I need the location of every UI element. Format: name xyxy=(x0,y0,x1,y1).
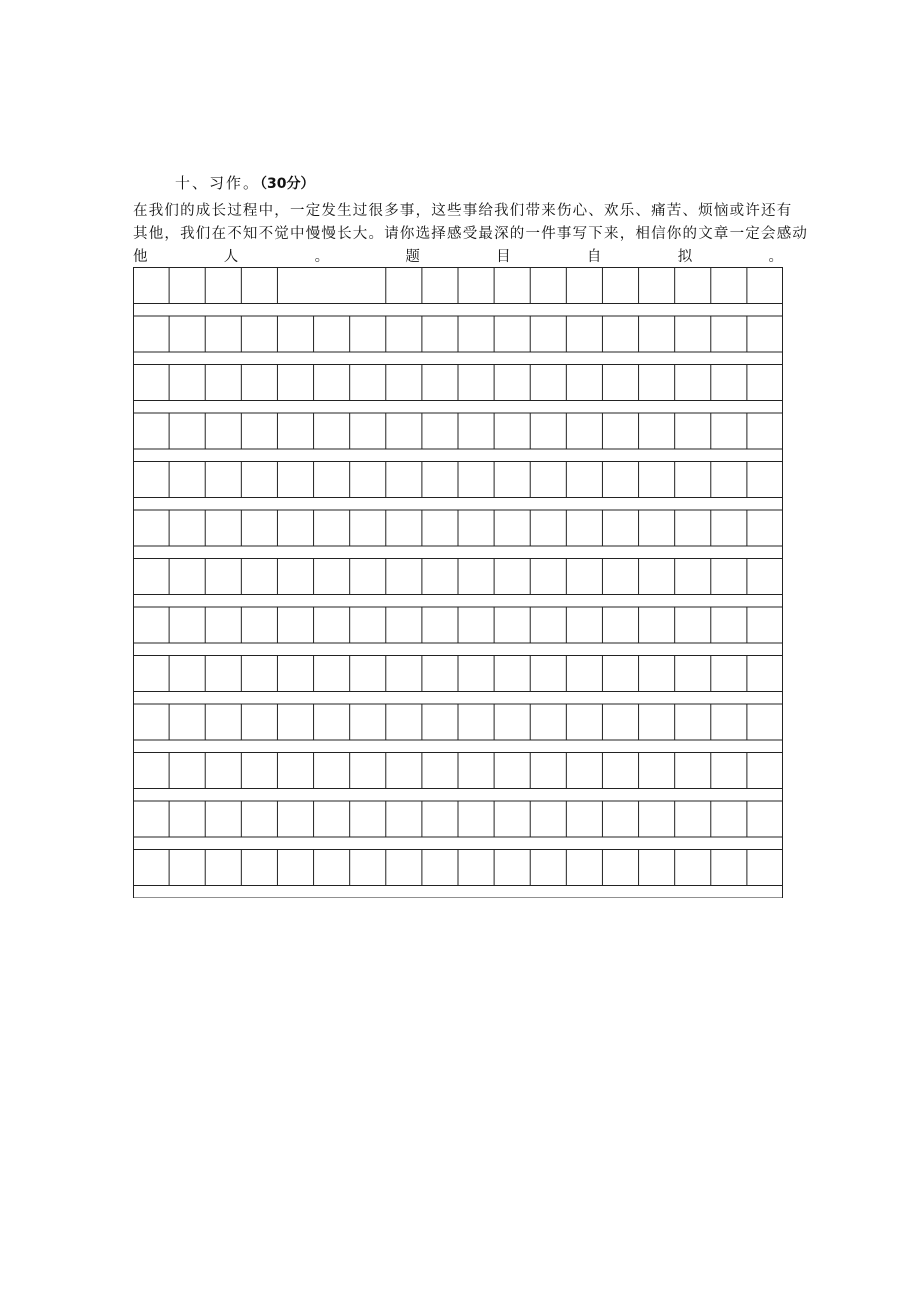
grid-cell[interactable] xyxy=(602,510,638,546)
grid-cell[interactable] xyxy=(639,365,675,401)
grid-cell[interactable] xyxy=(675,850,711,886)
grid-cell[interactable] xyxy=(350,656,386,692)
grid-cell[interactable] xyxy=(530,510,566,546)
grid-cell[interactable] xyxy=(639,656,675,692)
grid-cell[interactable] xyxy=(241,801,277,837)
section-heading-label: 十、习作。 xyxy=(175,174,261,192)
grid-cell[interactable] xyxy=(422,656,458,692)
grid-cell[interactable] xyxy=(386,704,422,740)
grid-cell[interactable] xyxy=(566,462,602,498)
grid-cell[interactable] xyxy=(314,510,350,546)
grid-cell[interactable] xyxy=(314,462,350,498)
grid-cell[interactable] xyxy=(566,413,602,449)
grid-cell[interactable] xyxy=(133,510,169,546)
grid-cell[interactable] xyxy=(241,365,277,401)
grid-cell[interactable] xyxy=(133,316,169,352)
grid-cell[interactable] xyxy=(458,462,494,498)
grid-cell[interactable] xyxy=(277,607,313,643)
grid-cell[interactable] xyxy=(422,413,458,449)
grid-cell[interactable] xyxy=(458,316,494,352)
grid-cell[interactable] xyxy=(458,559,494,595)
grid-cell[interactable] xyxy=(747,656,783,692)
grid-cell[interactable] xyxy=(350,316,386,352)
grid-cell[interactable] xyxy=(133,559,169,595)
grid-cell[interactable] xyxy=(314,656,350,692)
grid-cell[interactable] xyxy=(133,656,169,692)
grid-cell[interactable] xyxy=(277,268,313,304)
grid-cell[interactable] xyxy=(241,656,277,692)
grid-cell[interactable] xyxy=(241,559,277,595)
grid-cell[interactable] xyxy=(241,462,277,498)
grid-cell[interactable] xyxy=(277,559,313,595)
grid-cell[interactable] xyxy=(711,704,747,740)
grid-cell[interactable] xyxy=(169,801,205,837)
grid-cell[interactable] xyxy=(747,559,783,595)
grid-cell[interactable] xyxy=(602,850,638,886)
grid-cell[interactable] xyxy=(386,559,422,595)
grid-cell[interactable] xyxy=(241,753,277,789)
grid-cell[interactable] xyxy=(205,704,241,740)
grid-cell[interactable] xyxy=(314,268,350,304)
grid-cell[interactable] xyxy=(277,462,313,498)
grid-cell[interactable] xyxy=(314,559,350,595)
grid-cell[interactable] xyxy=(350,801,386,837)
grid-cell[interactable] xyxy=(602,365,638,401)
grid-cell[interactable] xyxy=(169,607,205,643)
grid-cell[interactable] xyxy=(530,607,566,643)
grid-cell[interactable] xyxy=(675,704,711,740)
grid-cell[interactable] xyxy=(675,559,711,595)
grid-cell[interactable] xyxy=(169,656,205,692)
grid-cell[interactable] xyxy=(422,559,458,595)
grid-cell[interactable] xyxy=(639,462,675,498)
prompt-line-3-char: 。 xyxy=(314,249,330,265)
grid-cell[interactable] xyxy=(494,850,530,886)
grid-cell[interactable] xyxy=(711,607,747,643)
grid-cell[interactable] xyxy=(169,268,205,304)
grid-cell[interactable] xyxy=(241,704,277,740)
grid-cell[interactable] xyxy=(350,704,386,740)
prompt-line-1: 在我们的成长过程中，一定发生过很多事，这些事给我们带来伤心、欢乐、痛苦、烦恼或许还有 xyxy=(133,203,793,219)
grid-cell[interactable] xyxy=(133,462,169,498)
prompt-line-3-char: 自 xyxy=(586,249,602,265)
grid-cell[interactable] xyxy=(639,801,675,837)
grid-cell[interactable] xyxy=(639,510,675,546)
grid-cell[interactable] xyxy=(422,704,458,740)
grid-cell[interactable] xyxy=(241,316,277,352)
grid-cell[interactable] xyxy=(314,607,350,643)
grid-cell[interactable] xyxy=(602,607,638,643)
grid-cell[interactable] xyxy=(675,462,711,498)
grid-cell[interactable] xyxy=(133,704,169,740)
grid-cell[interactable] xyxy=(639,316,675,352)
grid-cell[interactable] xyxy=(386,607,422,643)
grid-cell[interactable] xyxy=(747,462,783,498)
grid-cell[interactable] xyxy=(133,413,169,449)
grid-cell[interactable] xyxy=(675,268,711,304)
grid-cell[interactable] xyxy=(386,510,422,546)
grid-cell[interactable] xyxy=(386,850,422,886)
grid-cell[interactable] xyxy=(277,510,313,546)
grid-cell[interactable] xyxy=(530,801,566,837)
grid-cell[interactable] xyxy=(386,365,422,401)
prompt-line-3 xyxy=(133,247,783,267)
grid-cell[interactable] xyxy=(639,704,675,740)
grid-cell[interactable] xyxy=(602,704,638,740)
grid-cell[interactable] xyxy=(133,268,169,304)
grid-cell[interactable] xyxy=(350,365,386,401)
grid-cell[interactable] xyxy=(675,413,711,449)
grid-cell[interactable] xyxy=(422,462,458,498)
grid-cell[interactable] xyxy=(530,316,566,352)
grid-cell[interactable] xyxy=(675,753,711,789)
grid-cell[interactable] xyxy=(530,462,566,498)
grid-cell[interactable] xyxy=(314,704,350,740)
grid-cell[interactable] xyxy=(494,462,530,498)
grid-cell[interactable] xyxy=(277,801,313,837)
grid-cell[interactable] xyxy=(205,607,241,643)
prompt-line-3-char: 目 xyxy=(496,249,511,265)
grid-cell[interactable] xyxy=(350,510,386,546)
grid-cell[interactable] xyxy=(530,850,566,886)
grid-cell[interactable] xyxy=(241,268,277,304)
grid-cell[interactable] xyxy=(314,316,350,352)
grid-cell[interactable] xyxy=(494,365,530,401)
grid-cell[interactable] xyxy=(386,268,422,304)
grid-cell[interactable] xyxy=(675,510,711,546)
grid-cell[interactable] xyxy=(422,365,458,401)
grid-cell[interactable] xyxy=(422,850,458,886)
grid-cell[interactable] xyxy=(494,268,530,304)
grid-cell[interactable] xyxy=(602,801,638,837)
grid-cell[interactable] xyxy=(711,510,747,546)
grid-cell[interactable] xyxy=(747,413,783,449)
grid-cell[interactable] xyxy=(458,656,494,692)
grid-cell[interactable] xyxy=(747,607,783,643)
grid-cell[interactable] xyxy=(386,316,422,352)
grid-cell[interactable] xyxy=(314,753,350,789)
grid-cell[interactable] xyxy=(602,316,638,352)
grid-cell[interactable] xyxy=(747,268,783,304)
grid-cell[interactable] xyxy=(205,462,241,498)
grid-cell[interactable] xyxy=(205,801,241,837)
grid-cell[interactable] xyxy=(675,316,711,352)
prompt-line-3-char: 他 xyxy=(133,249,148,265)
grid-cell[interactable] xyxy=(602,462,638,498)
grid-cell[interactable] xyxy=(169,365,205,401)
grid-cell[interactable] xyxy=(494,413,530,449)
grid-cell[interactable] xyxy=(422,268,458,304)
grid-cell[interactable] xyxy=(566,704,602,740)
grid-cell[interactable] xyxy=(422,753,458,789)
grid-cell[interactable] xyxy=(350,413,386,449)
grid-cell[interactable] xyxy=(350,607,386,643)
grid-cell[interactable] xyxy=(314,365,350,401)
grid-cell[interactable] xyxy=(169,462,205,498)
grid-cell[interactable] xyxy=(169,753,205,789)
grid-cell[interactable] xyxy=(639,850,675,886)
grid-cell[interactable] xyxy=(277,850,313,886)
grid-cell[interactable] xyxy=(675,365,711,401)
grid-cell[interactable] xyxy=(639,607,675,643)
grid-cell[interactable] xyxy=(205,850,241,886)
grid-cell[interactable] xyxy=(133,607,169,643)
grid-cell[interactable] xyxy=(494,801,530,837)
grid-cell[interactable] xyxy=(314,850,350,886)
grid-cell[interactable] xyxy=(205,268,241,304)
grid-cell[interactable] xyxy=(458,510,494,546)
grid-cell[interactable] xyxy=(530,656,566,692)
grid-cell[interactable] xyxy=(602,656,638,692)
grid-cell[interactable] xyxy=(566,316,602,352)
writing-grid[interactable] xyxy=(133,267,783,898)
grid-cell[interactable] xyxy=(386,462,422,498)
grid-cell[interactable] xyxy=(386,413,422,449)
grid-cell[interactable] xyxy=(205,413,241,449)
grid-cell[interactable] xyxy=(169,413,205,449)
grid-cell[interactable] xyxy=(277,656,313,692)
grid-cell[interactable] xyxy=(205,510,241,546)
grid-cell[interactable] xyxy=(241,510,277,546)
grid-cell[interactable] xyxy=(494,656,530,692)
grid-cell[interactable] xyxy=(494,704,530,740)
grid-cell[interactable] xyxy=(711,462,747,498)
grid-cell[interactable] xyxy=(530,559,566,595)
grid-cell[interactable] xyxy=(494,753,530,789)
grid-cell[interactable] xyxy=(205,753,241,789)
grid-cell[interactable] xyxy=(458,753,494,789)
grid-cell[interactable] xyxy=(566,510,602,546)
grid-cell[interactable] xyxy=(386,801,422,837)
grid-cell[interactable] xyxy=(458,607,494,643)
grid-cell[interactable] xyxy=(711,753,747,789)
grid-cell[interactable] xyxy=(314,413,350,449)
grid-cell[interactable] xyxy=(133,753,169,789)
grid-cell[interactable] xyxy=(675,801,711,837)
grid-cell[interactable] xyxy=(241,850,277,886)
grid-cell[interactable] xyxy=(350,462,386,498)
grid-cell[interactable] xyxy=(169,850,205,886)
grid-cell[interactable] xyxy=(566,656,602,692)
grid-cell[interactable] xyxy=(386,656,422,692)
grid-cell[interactable] xyxy=(494,607,530,643)
grid-cell[interactable] xyxy=(711,850,747,886)
grid-cell[interactable] xyxy=(602,413,638,449)
grid-cell[interactable] xyxy=(277,704,313,740)
grid-cell[interactable] xyxy=(747,753,783,789)
prompt-line-2: 其他，我们在不知不觉中慢慢长大。请你选择感受最深的一件事写下来，相信你的文章一定会感动 xyxy=(133,226,809,242)
grid-cell[interactable] xyxy=(602,559,638,595)
grid-cell[interactable] xyxy=(422,801,458,837)
grid-cell[interactable] xyxy=(169,316,205,352)
prompt-line-3-char: 拟 xyxy=(677,249,693,265)
grid-cell[interactable] xyxy=(566,753,602,789)
grid-cell[interactable] xyxy=(711,316,747,352)
grid-cell[interactable] xyxy=(711,801,747,837)
grid-cell[interactable] xyxy=(639,753,675,789)
grid-cell[interactable] xyxy=(747,850,783,886)
grid-cell[interactable] xyxy=(566,365,602,401)
grid-cell[interactable] xyxy=(530,268,566,304)
grid-cell[interactable] xyxy=(458,850,494,886)
grid-cell[interactable] xyxy=(277,753,313,789)
grid-cell[interactable] xyxy=(494,559,530,595)
grid-cell[interactable] xyxy=(422,510,458,546)
grid-cell[interactable] xyxy=(277,316,313,352)
grid-cell[interactable] xyxy=(350,753,386,789)
grid-cell[interactable] xyxy=(133,365,169,401)
grid-cell[interactable] xyxy=(566,801,602,837)
grid-cell[interactable] xyxy=(602,268,638,304)
prompt-line-3-char: 题 xyxy=(405,249,420,265)
grid-cell[interactable] xyxy=(133,850,169,886)
grid-cell[interactable] xyxy=(566,559,602,595)
grid-cell[interactable] xyxy=(530,365,566,401)
section-heading xyxy=(175,172,315,193)
grid-cell[interactable] xyxy=(530,704,566,740)
grid-cell[interactable] xyxy=(241,413,277,449)
grid-cell[interactable] xyxy=(639,413,675,449)
grid-cell[interactable] xyxy=(566,607,602,643)
grid-cell[interactable] xyxy=(458,801,494,837)
grid-cell[interactable] xyxy=(639,559,675,595)
grid-cell[interactable] xyxy=(494,316,530,352)
grid-cell[interactable] xyxy=(458,365,494,401)
grid-cell[interactable] xyxy=(458,268,494,304)
grid-cell[interactable] xyxy=(422,607,458,643)
grid-cell[interactable] xyxy=(169,704,205,740)
grid-cell[interactable] xyxy=(711,656,747,692)
grid-cell[interactable] xyxy=(350,559,386,595)
grid-cell[interactable] xyxy=(711,413,747,449)
grid-cell[interactable] xyxy=(566,850,602,886)
grid-cell[interactable] xyxy=(133,801,169,837)
grid-cell[interactable] xyxy=(205,559,241,595)
grid-cell[interactable] xyxy=(205,656,241,692)
prompt-line-3-char: 。 xyxy=(768,249,783,265)
grid-cell[interactable] xyxy=(530,413,566,449)
grid-cell[interactable] xyxy=(675,607,711,643)
grid-cell[interactable] xyxy=(747,365,783,401)
grid-cell[interactable] xyxy=(241,607,277,643)
grid-cell[interactable] xyxy=(711,268,747,304)
prompt-line-3-char: 人 xyxy=(223,249,239,265)
grid-cell[interactable] xyxy=(639,268,675,304)
grid-cell[interactable] xyxy=(277,413,313,449)
grid-cell[interactable] xyxy=(711,365,747,401)
grid-cell[interactable] xyxy=(205,316,241,352)
grid-cell[interactable] xyxy=(494,510,530,546)
grid-cell[interactable] xyxy=(711,559,747,595)
grid-cell[interactable] xyxy=(205,365,241,401)
section-heading-score: （30分） xyxy=(260,176,315,192)
grid-cell[interactable] xyxy=(169,559,205,595)
grid-cell[interactable] xyxy=(169,510,205,546)
grid-cell[interactable] xyxy=(747,510,783,546)
grid-cell[interactable] xyxy=(675,656,711,692)
grid-cell[interactable] xyxy=(458,413,494,449)
grid-cell[interactable] xyxy=(277,365,313,401)
grid-cell[interactable] xyxy=(747,801,783,837)
grid-cell[interactable] xyxy=(386,753,422,789)
grid-cell[interactable] xyxy=(350,268,386,304)
grid-cell[interactable] xyxy=(530,753,566,789)
grid-cell[interactable] xyxy=(566,268,602,304)
grid-cell[interactable] xyxy=(458,704,494,740)
grid-cell[interactable] xyxy=(747,704,783,740)
grid-cell[interactable] xyxy=(747,316,783,352)
grid-cell[interactable] xyxy=(314,801,350,837)
grid-cell[interactable] xyxy=(350,850,386,886)
grid-cell[interactable] xyxy=(422,316,458,352)
grid-cell[interactable] xyxy=(602,753,638,789)
